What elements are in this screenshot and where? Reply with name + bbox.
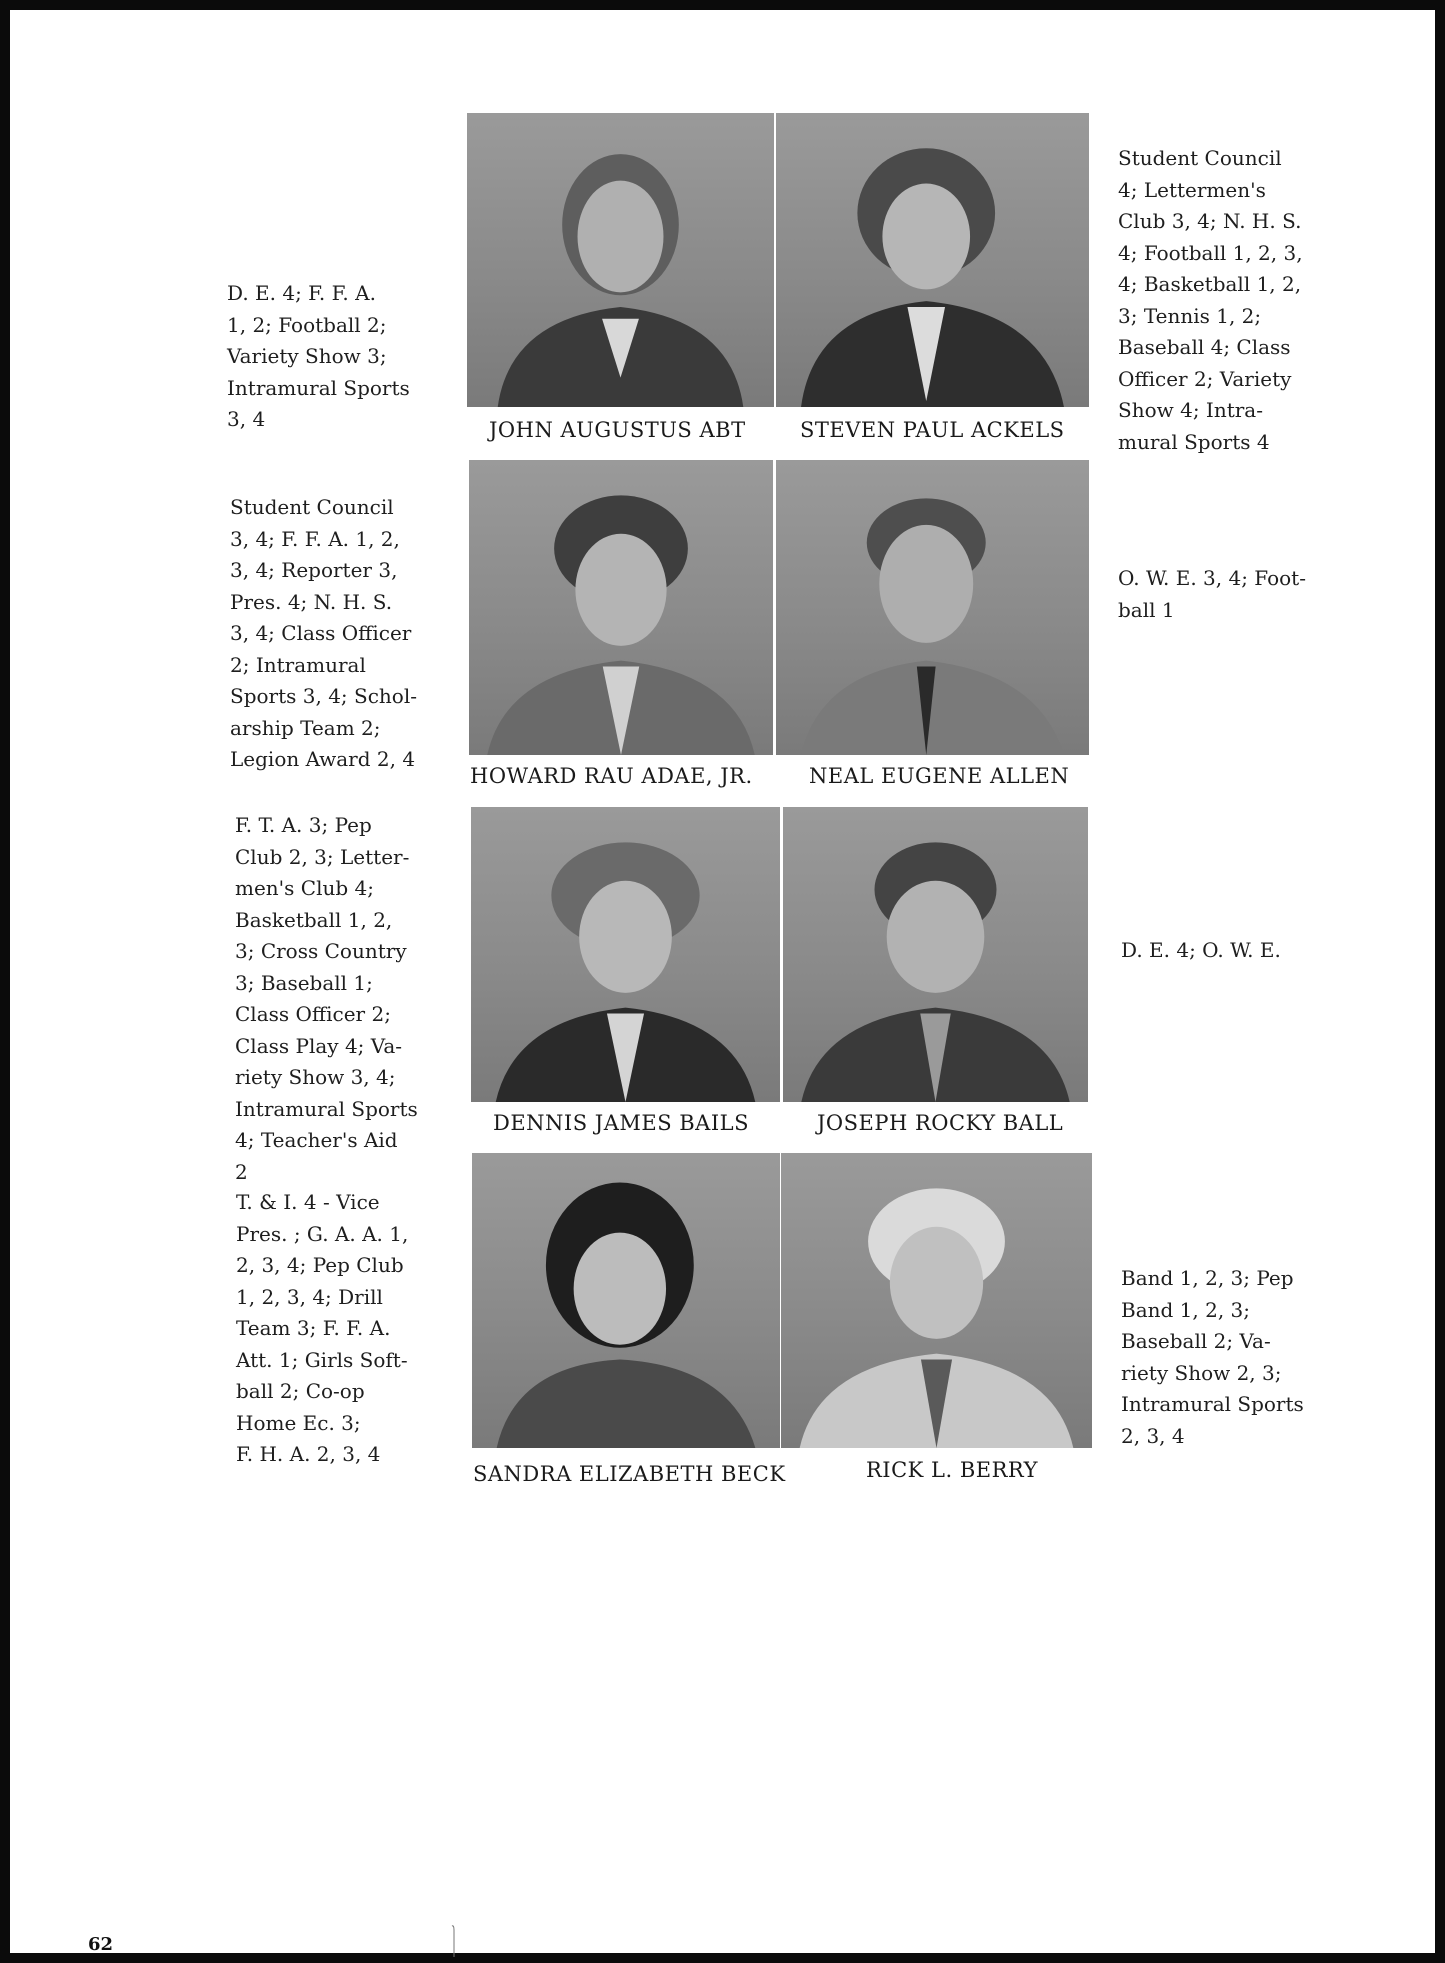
portrait-photo-beck [472, 1153, 780, 1448]
student-bio-allen: O. W. E. 3, 4; Foot- ball 1 [1118, 566, 1306, 622]
page-number: 62 [88, 1934, 114, 1955]
pen-mark [451, 1924, 457, 1958]
yearbook-page [10, 10, 1435, 1953]
student-bio-adae: Student Council 3, 4; F. F. A. 1, 2, 3, 4; Reporter 3, Pres. 4; N. H. S. 3, 4; Class Officer 2; Intramural Sports 3, 4; Schol- arship Team 2; Legion Award 2, 4 [230, 495, 418, 771]
student-name-allen: NEAL EUGENE ALLEN [809, 764, 1070, 788]
student-bio-ball: D. E. 4; O. W. E. [1121, 938, 1281, 962]
portrait-photo-abt [467, 113, 774, 407]
student-name-ball: JOSEPH ROCKY BALL [817, 1111, 1064, 1135]
student-name-beck: SANDRA ELIZABETH BECK [473, 1462, 786, 1486]
portrait-photo-berry [781, 1153, 1092, 1448]
portrait-photo-ball [783, 807, 1088, 1102]
portrait-photo-allen [776, 460, 1089, 755]
student-bio-abt: D. E. 4; F. F. A. 1, 2; Football 2; Variety Show 3; Intramural Sports 3, 4 [227, 281, 410, 431]
student-name-abt: JOHN AUGUSTUS ABT [489, 418, 746, 442]
student-name-adae: HOWARD RAU ADAE, JR. [470, 764, 753, 788]
portrait-photo-adae [469, 460, 773, 755]
portrait-photo-bails [471, 807, 780, 1102]
student-bio-bails: F. T. A. 3; Pep Club 2, 3; Letter- men's Club 4; Basketball 1, 2, 3; Cross Country 3; Baseball 1; Class Officer 2; Class Play 4; Va- riety Show 3, 4; Intramural Sports 4; Teacher's Aid 2 [235, 813, 418, 1184]
student-bio-ackels: Student Council 4; Lettermen's Club 3, 4; N. H. S. 4; Football 1, 2, 3, 4; Basketball 1, 2, 3; Tennis 1, 2; Baseball 4; Class Officer 2; Variety Show 4; Intra- mural Sports 4 [1118, 146, 1303, 454]
portrait-photo-ackels [776, 113, 1089, 407]
student-name-berry: RICK L. BERRY [866, 1458, 1038, 1482]
student-bio-beck: T. & I. 4 - Vice Pres. ; G. A. A. 1, 2, 3, 4; Pep Club 1, 2, 3, 4; Drill Team 3; F. F. A. Att. 1; Girls Soft- ball 2; Co-op Home Ec. 3; F. H. A. 2, 3, 4 [236, 1190, 409, 1466]
student-name-ackels: STEVEN PAUL ACKELS [800, 418, 1065, 442]
student-name-bails: DENNIS JAMES BAILS [493, 1111, 749, 1135]
student-bio-berry: Band 1, 2, 3; Pep Band 1, 2, 3; Baseball 2; Va- riety Show 2, 3; Intramural Sports 2, 3, 4 [1121, 1266, 1304, 1448]
